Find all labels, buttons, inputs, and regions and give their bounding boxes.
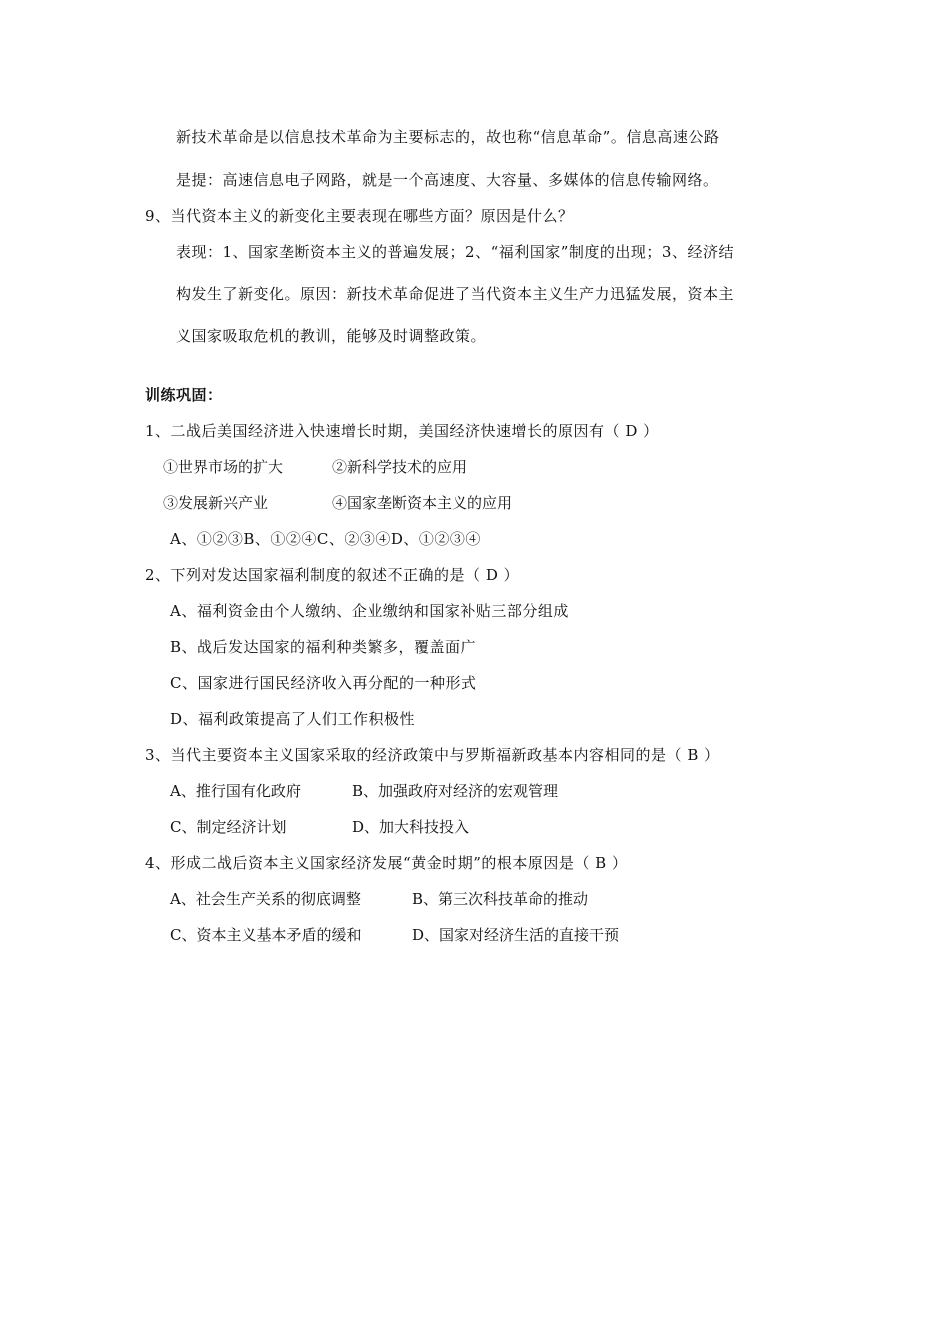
q3-option-b: B、加强政府对经济的宏观管理 — [352, 782, 559, 800]
practice-q1: 1、二战后美国经济进入快速增长时期，美国经济快速增长的原因有（ D ） — [145, 422, 659, 440]
q2-option-c: C、国家进行国民经济收入再分配的一种形式 — [170, 674, 477, 692]
intro-line-2: 是提：高速信息电子网路，就是一个高速度、大容量、多媒体的信息传输网络。 — [176, 171, 719, 189]
q1-options: A、①②③B、①②④C、②③④D、①②③④ — [170, 530, 481, 548]
q2-option-a: A、福利资金由个人缴纳、企业缴纳和国家补贴三部分组成 — [170, 602, 569, 620]
answer-9-line-3: 义国家吸取危机的教训，能够及时调整政策。 — [176, 327, 487, 345]
practice-heading: 训练巩固： — [145, 386, 223, 404]
q1-item-3: ③发展新兴产业 — [163, 494, 269, 512]
q1-item-4: ④国家垄断资本主义的应用 — [332, 494, 513, 512]
q3-option-a: A、推行国有化政府 — [170, 782, 301, 800]
q4-option-b: B、第三次科技革命的推动 — [412, 890, 589, 908]
question-9: 9、当代资本主义的新变化主要表现在哪些方面？原因是什么？ — [145, 207, 574, 225]
q1-item-1: ①世界市场的扩大 — [163, 458, 284, 476]
answer-9-line-1: 表现：1、国家垄断资本主义的普遍发展；2、“福利国家”制度的出现；3、经济结 — [176, 243, 734, 261]
q4-option-d: D、国家对经济生活的直接干预 — [412, 926, 620, 944]
answer-9-line-2: 构发生了新变化。原因：新技术革命促进了当代资本主义生产力迅猛发展，资本主 — [176, 285, 735, 303]
practice-q3: 3、当代主要资本主义国家采取的经济政策中与罗斯福新政基本内容相同的是（ B ） — [145, 746, 720, 764]
q2-option-b: B、战后发达国家的福利种类繁多，覆盖面广 — [170, 638, 477, 656]
q1-item-2: ②新科学技术的应用 — [332, 458, 468, 476]
q4-option-a: A、社会生产关系的彻底调整 — [170, 890, 361, 908]
q2-option-d: D、福利政策提高了人们工作积极性 — [170, 710, 416, 728]
intro-line-1: 新技术革命是以信息技术革命为主要标志的，故也称“信息革命”。信息高速公路 — [176, 128, 720, 146]
practice-q2: 2、下列对发达国家福利制度的叙述不正确的是（ D ） — [145, 566, 520, 584]
q4-option-c: C、资本主义基本矛盾的缓和 — [170, 926, 362, 944]
practice-q4: 4、形成二战后资本主义国家经济发展“黄金时期”的根本原因是（ B ） — [145, 854, 628, 872]
q3-option-d: D、加大科技投入 — [352, 818, 470, 836]
q3-option-c: C、制定经济计划 — [170, 818, 287, 836]
